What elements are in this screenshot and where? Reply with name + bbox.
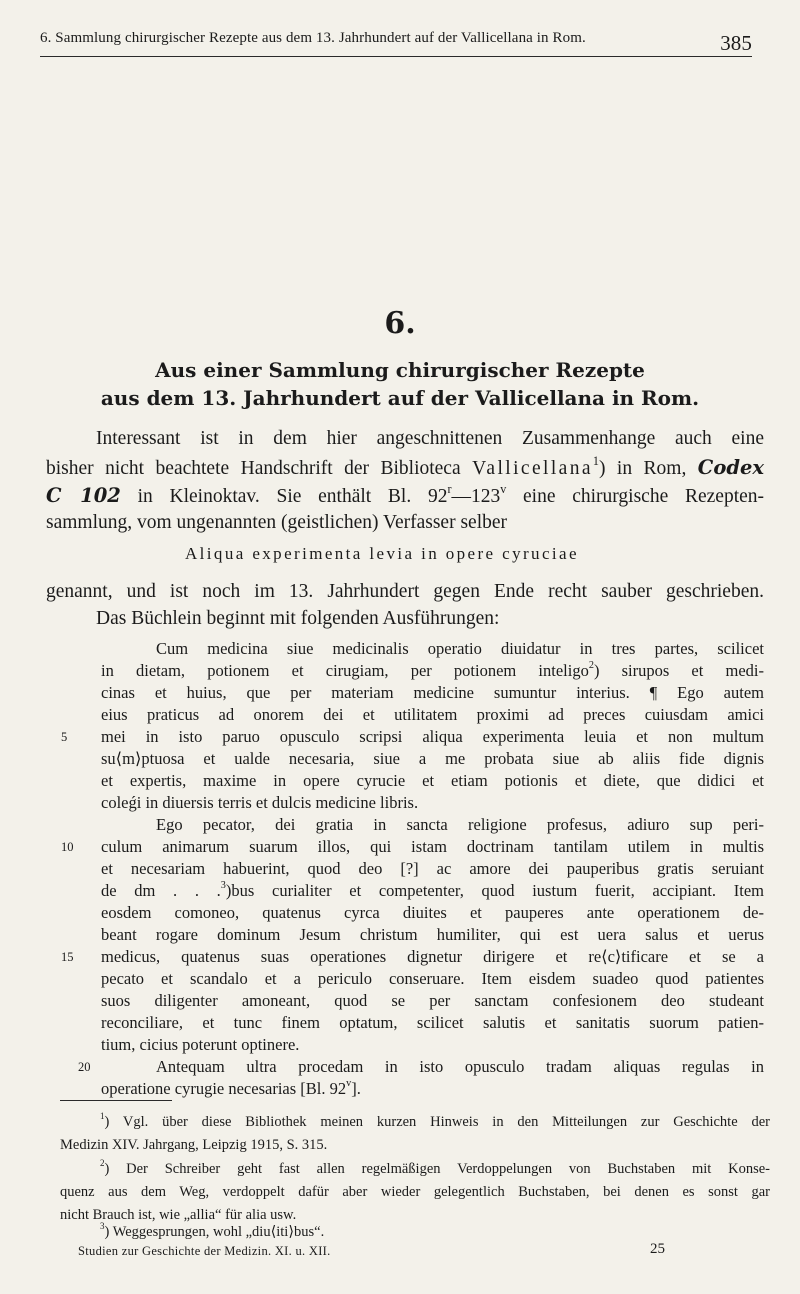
latin-line-8: coleǵi in diuersis terris et dulcis medicine libris. <box>101 793 419 812</box>
latin-line-12-text: de dm . . . <box>101 881 221 900</box>
footnote-3-line-1 <box>100 1221 325 1241</box>
folio-recto: r <box>447 482 452 497</box>
footnote-3-marker: 3 <box>100 1221 105 1232</box>
intro-line-4: sammlung, vom ungenannten (geistlichen) Verfasser selber <box>46 512 508 533</box>
latin-line-2 <box>101 661 764 681</box>
footnote-1-line-2: Medizin XIV. Jahrgang, Leipzig 1915, S. 315. <box>60 1137 328 1153</box>
codex-label: Codex <box>697 456 764 479</box>
heading-line-1: Aus einer Sammlung chirurgischer Rezepte <box>155 358 645 382</box>
intro-line-1: Interessant ist in dem hier angeschnittenen Zusammenhange auch eine <box>96 428 764 449</box>
signature-mark: 25 <box>650 1241 665 1257</box>
latin-line-21 <box>101 1079 361 1099</box>
footnote-ref-2: 2 <box>588 660 594 672</box>
section-heading <box>0 356 800 412</box>
footnote-ref-3: 3 <box>220 880 226 892</box>
line-number-15: 15 <box>61 950 74 964</box>
heading-line-2: aus dem 13. Jahrhundert auf der Vallicellana in Rom. <box>100 386 700 410</box>
intro-line-3 <box>46 484 764 508</box>
latin-line-13: eosdem comoneo, quatenus cyrca diuites et pauperes ante operationem de- <box>101 903 764 922</box>
intro-line-2-text: bisher nicht beachtete Handschrift der Biblioteca <box>46 458 473 479</box>
footnote-2-line-3: nicht Brauch ist, wie „allia“ für alia usw. <box>60 1207 297 1223</box>
series-footer: Studien zur Geschichte der Medizin. XI. u. XII. <box>78 1244 331 1258</box>
latin-line-7: et expertis, maxime in opere cyrucie et etiam potionis et diete, que didici et <box>101 771 764 790</box>
quoted-title: Aliqua experimenta levia in opere cyruciae <box>185 544 579 563</box>
line-number-5: 5 <box>61 730 68 744</box>
footnote-2-text: ) Der Schreiber geht fast allen regelmäßigen Verdoppelungen von Buchstaben mit Konse- <box>104 1161 770 1177</box>
footnote-rule <box>60 1100 172 1101</box>
intro-line-3-text: in Kleinoktav. Sie enthält Bl. 92 <box>120 486 448 507</box>
library-name: Vallicellana <box>472 458 593 479</box>
codex-number: C 102 <box>46 484 121 507</box>
intro-line-2 <box>46 456 764 480</box>
footnote-1-marker: 1 <box>100 1111 105 1122</box>
latin-line-2-tail: ) sirupos et medi- <box>593 661 764 680</box>
latin-line-1: Cum medicina siue medicinalis operatio diuidatur in tres partes, scilicet <box>156 639 764 658</box>
latin-line-6: su⟨m⟩ptuosa et ualde necesaria, siue a me probata siue ab aliis fide dignis <box>101 749 764 768</box>
footnote-3-text: ) Weggesprungen, wohl „diu⟨iti⟩bus“. <box>104 1224 325 1240</box>
footnote-ref-1: 1 <box>592 454 599 469</box>
latin-line-11: et necesariam habuerint, quod deo [?] ac amore dei pauperibus gratis seruiant <box>101 859 764 878</box>
intro-line-3-tail: eine chirurgische Rezepten- <box>506 486 765 507</box>
latin-line-19: tium, cicius poterunt optinere. <box>101 1035 300 1054</box>
line-number-10: 10 <box>61 840 74 854</box>
latin-line-12 <box>101 881 764 901</box>
intro-line-2-tail: ) in Rom, <box>598 458 698 479</box>
latin-line-17: suos diligenter amoneant, quod se per sanctam confesionem deo studeant <box>101 991 764 1010</box>
latin-line-20: Antequam ultra procedam in isto opusculo tradam aliquas regulas in <box>156 1057 764 1076</box>
latin-line-16: pecato et scandalo et a periculo conseruare. Item eisdem suadeo quod patientes <box>101 969 764 988</box>
intro-line-5: genannt, und ist noch im 13. Jahrhundert gegen Ende recht sauber geschrieben. <box>46 581 764 602</box>
footnote-2-line-1 <box>100 1158 770 1178</box>
latin-line-3: cinas et huius, que per materiam medicine sumuntur interius. ¶ Ego autem <box>101 683 764 702</box>
latin-line-5: mei in isto paruo opusculo scripsi aliqua experimenta leuia et non multum <box>101 727 764 746</box>
footnote-2-marker: 2 <box>100 1158 105 1169</box>
latin-line-4: eius praticus ad onorem dei et utilitatem proximi ad preces cuiusdam amici <box>101 705 764 724</box>
running-head-title: 6. Sammlung chirurgischer Rezepte aus dem 13. Jahrhundert auf der Vallicellana in Rom. <box>40 30 586 46</box>
latin-line-14: beant rogare dominum Jesum christum humiliter, qui est uera salus et uerus <box>101 925 764 944</box>
header-rule <box>40 56 752 57</box>
footnote-1-text: ) Vgl. über diese Bibliothek meinen kurzen Hinweis in den Mitteilungen zur Geschichte der <box>104 1114 770 1130</box>
latin-line-15: medicus, quatenus suas operationes dignetur dirigere et re⟨c⟩tificare et se a <box>101 947 764 966</box>
folio-verso-ref: v <box>346 1078 352 1090</box>
latin-line-10: culum animarum suarum illos, qui istam doctrinam tantilam utilem in multis <box>101 837 764 856</box>
intro-line-6: Das Büchlein beginnt mit folgenden Ausführungen: <box>96 608 500 629</box>
footnote-2-line-2: quenz aus dem Weg, verdoppelt dafür aber wieder gelegentlich Buchstaben, bei denen es sonst gar <box>60 1184 770 1200</box>
folio-verso: v <box>500 482 507 497</box>
running-head <box>40 30 752 55</box>
latin-line-21-text: operatione cyrugie necesarias [Bl. 92 <box>101 1079 347 1098</box>
latin-line-18: reconciliare, et tunc finem optatum, scilicet salutis et sanitatis suorum patien- <box>101 1013 764 1032</box>
line-number-20: 20 <box>78 1060 91 1074</box>
latin-line-12-tail: )bus curialiter et competenter, quod iustum fuerit, accipiant. Item <box>225 881 764 900</box>
latin-line-21-tail: ]. <box>351 1079 361 1098</box>
latin-line-2-text: in dietam, potionem et cirugiam, per potionem inteligo <box>101 661 589 680</box>
latin-line-9: Ego pecator, dei gratia in sancta religione profesus, adiuro sup peri- <box>156 815 764 834</box>
footnote-1-line-1 <box>100 1111 770 1131</box>
section-number: 6. <box>384 306 416 341</box>
intro-line-3-dash: —123 <box>451 486 501 507</box>
page-number: 385 <box>720 31 752 55</box>
